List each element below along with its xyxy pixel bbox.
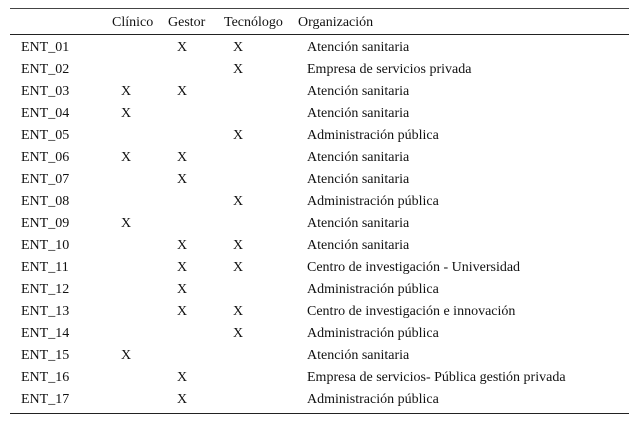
row-gestor-mark: X bbox=[177, 304, 188, 319]
row-id: ENT_09 bbox=[21, 216, 70, 231]
table-row bbox=[10, 345, 629, 367]
table-row bbox=[10, 169, 629, 191]
row-organizacion: Empresa de servicios- Pública gestión privada bbox=[307, 370, 566, 385]
row-id: ENT_08 bbox=[21, 194, 70, 209]
row-id: ENT_13 bbox=[21, 304, 70, 319]
row-gestor-mark: X bbox=[177, 238, 188, 253]
header-tecnologo: Tecnólogo bbox=[224, 15, 283, 30]
row-tecnologo-mark: X bbox=[233, 238, 244, 253]
row-id: ENT_17 bbox=[21, 392, 70, 407]
row-id: ENT_03 bbox=[21, 84, 70, 99]
row-id: ENT_07 bbox=[21, 172, 70, 187]
row-organizacion: Administración pública bbox=[307, 282, 439, 297]
table-row bbox=[10, 191, 629, 213]
row-tecnologo-mark: X bbox=[233, 62, 244, 77]
table-row bbox=[10, 103, 629, 125]
row-organizacion: Atención sanitaria bbox=[307, 238, 410, 253]
row-gestor-mark: X bbox=[177, 40, 188, 55]
row-clinico-mark: X bbox=[121, 106, 132, 121]
table-row bbox=[10, 235, 629, 257]
row-id: ENT_02 bbox=[21, 62, 70, 77]
row-id: ENT_05 bbox=[21, 128, 70, 143]
row-organizacion: Administración pública bbox=[307, 128, 439, 143]
table-row bbox=[10, 213, 629, 235]
row-tecnologo-mark: X bbox=[233, 128, 244, 143]
table-row bbox=[10, 59, 629, 81]
row-organizacion: Administración pública bbox=[307, 326, 439, 341]
table-row bbox=[10, 301, 629, 323]
row-organizacion: Empresa de servicios privada bbox=[307, 62, 472, 77]
table-row bbox=[10, 323, 629, 345]
row-tecnologo-mark: X bbox=[233, 304, 244, 319]
table-row bbox=[10, 257, 629, 279]
header-organizacion: Organización bbox=[298, 15, 374, 30]
row-tecnologo-mark: X bbox=[233, 40, 244, 55]
row-id: ENT_15 bbox=[21, 348, 70, 363]
row-id: ENT_04 bbox=[21, 106, 70, 121]
header-clinico: Clínico bbox=[112, 15, 154, 30]
table-row bbox=[10, 81, 629, 103]
row-gestor-mark: X bbox=[177, 172, 188, 187]
table-row bbox=[10, 389, 629, 411]
row-tecnologo-mark: X bbox=[233, 194, 244, 209]
row-id: ENT_16 bbox=[21, 370, 70, 385]
row-tecnologo-mark: X bbox=[233, 326, 244, 341]
row-organizacion: Administración pública bbox=[307, 392, 439, 407]
table-row bbox=[10, 367, 629, 389]
row-organizacion: Atención sanitaria bbox=[307, 216, 410, 231]
row-organizacion: Atención sanitaria bbox=[307, 106, 410, 121]
row-organizacion: Atención sanitaria bbox=[307, 348, 410, 363]
table-bottom-rule bbox=[10, 413, 629, 414]
row-gestor-mark: X bbox=[177, 392, 188, 407]
row-organizacion: Atención sanitaria bbox=[307, 172, 410, 187]
table-header-row bbox=[10, 12, 629, 34]
header-gestor: Gestor bbox=[168, 15, 206, 30]
row-clinico-mark: X bbox=[121, 348, 132, 363]
table-top-rule bbox=[10, 8, 629, 9]
row-gestor-mark: X bbox=[177, 370, 188, 385]
row-organizacion: Atención sanitaria bbox=[307, 150, 410, 165]
table-row bbox=[10, 125, 629, 147]
row-gestor-mark: X bbox=[177, 84, 188, 99]
row-id: ENT_11 bbox=[21, 260, 69, 275]
row-id: ENT_06 bbox=[21, 150, 70, 165]
row-organizacion: Atención sanitaria bbox=[307, 40, 410, 55]
row-clinico-mark: X bbox=[121, 84, 132, 99]
table-header-rule bbox=[10, 34, 629, 35]
row-clinico-mark: X bbox=[121, 150, 132, 165]
row-gestor-mark: X bbox=[177, 150, 188, 165]
row-tecnologo-mark: X bbox=[233, 260, 244, 275]
row-id: ENT_01 bbox=[21, 40, 70, 55]
row-id: ENT_12 bbox=[21, 282, 70, 297]
row-organizacion: Centro de investigación - Universidad bbox=[307, 260, 521, 275]
row-organizacion: Atención sanitaria bbox=[307, 84, 410, 99]
row-organizacion: Centro de investigación e innovación bbox=[307, 304, 516, 319]
row-clinico-mark: X bbox=[121, 216, 132, 231]
table-row bbox=[10, 37, 629, 59]
row-gestor-mark: X bbox=[177, 282, 188, 297]
row-id: ENT_14 bbox=[21, 326, 70, 341]
table-row bbox=[10, 147, 629, 169]
table-row bbox=[10, 279, 629, 301]
row-id: ENT_10 bbox=[21, 238, 70, 253]
row-gestor-mark: X bbox=[177, 260, 188, 275]
row-organizacion: Administración pública bbox=[307, 194, 439, 209]
